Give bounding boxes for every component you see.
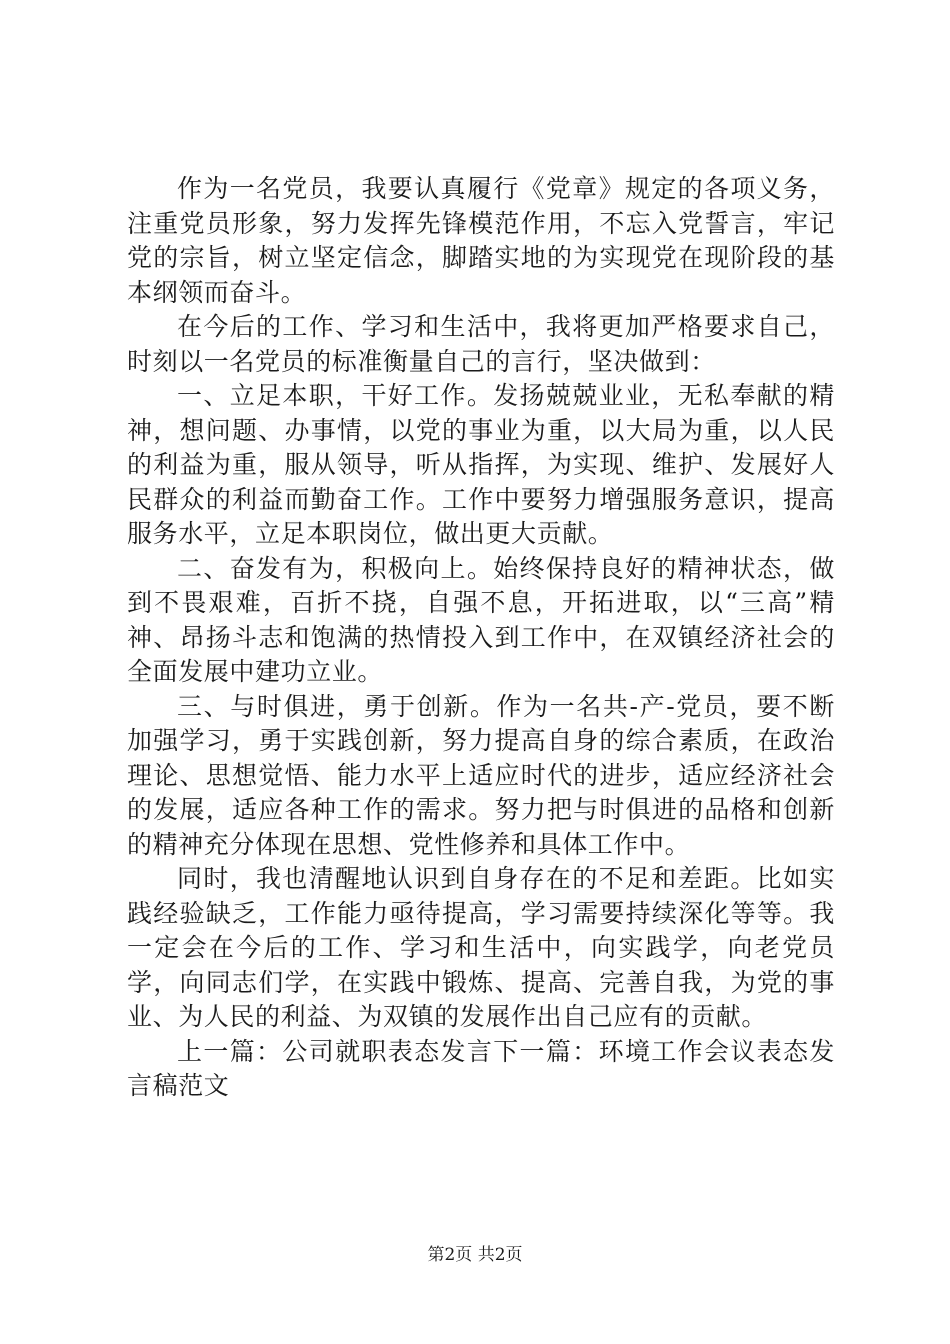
paragraph-point-three: 三、与时俱进，勇于创新。作为一名共-产-党员，要不断加强学习，勇于实践创新，努力提高自身的综合素质，在政治理论、思想觉悟、能力水平上适应时代的进步，适应经济社会的发展，适应各种工作的需求。努力把与时俱进的品格和创新的精神充分体现在思想、党性修养和具体工作中。 xyxy=(127,691,835,859)
paragraph-point-one: 一、立足本职，干好工作。发扬兢兢业业，无私奉献的精神，想问题、办事情，以党的事业为重，以大局为重，以人民的利益为重，服从领导，听从指挥，为实现、维护、发展好人民群众的利益而勤奋工作。工作中要努力增强服务意识，提高服务水平，立足本职岗位，做出更大贡献。 xyxy=(127,381,835,548)
page-number-label: 第2页 共2页 xyxy=(427,1245,523,1265)
paragraph-commitment-intro: 在今后的工作、学习和生活中，我将更加严格要求自己，时刻以一名党员的标准衡量自己的言行，坚决做到： xyxy=(127,312,835,376)
paragraph-prev-next-links: 上一篇：公司就职表态发言下一篇：环境工作会议表态发言稿范文 xyxy=(127,1036,835,1100)
paragraph-point-two: 二、奋发有为，积极向上。始终保持良好的精神状态，做到不畏艰难，百折不挠，自强不息，开拓进取，以“三高”精神、昂扬斗志和饱满的热情投入到工作中，在双镇经济社会的全面发展中建功立业。 xyxy=(127,553,835,686)
paragraph-self-reflection: 同时，我也清醒地认识到自身存在的不足和差距。比如实践经验缺乏，工作能力亟待提高，学习需要持续深化等等。我一定会在今后的工作、学习和生活中，向实践学，向老党员学，向同志们学，在实践中锻炼、提高、完善自我，为党的事业、为人民的利益、为双镇的发展作出自己应有的贡献。 xyxy=(127,864,835,1031)
page-footer xyxy=(0,1243,950,1267)
document-body xyxy=(127,172,835,1104)
paragraph-pledge: 作为一名党员，我要认真履行《党章》规定的各项义务，注重党员形象，努力发挥先锋模范作用，不忘入党誓言，牢记党的宗旨，树立坚定信念，脚踏实地的为实现党在现阶段的基本纲领而奋斗。 xyxy=(127,174,835,307)
